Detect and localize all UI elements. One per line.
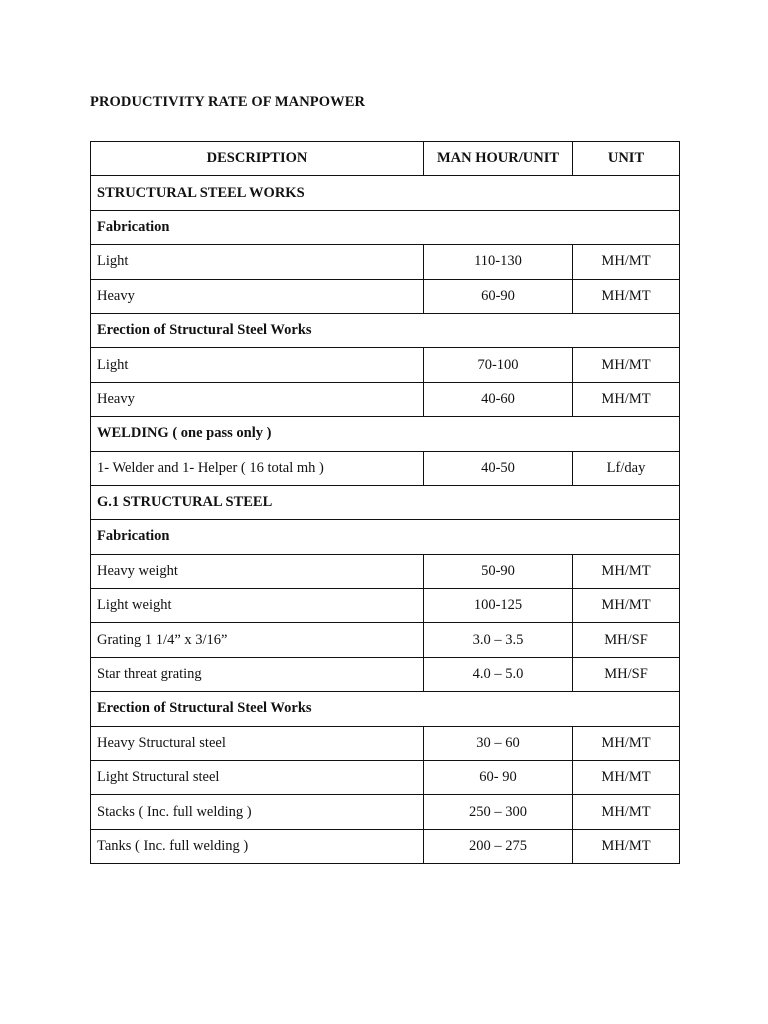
- table-header-row: [91, 142, 680, 176]
- row-description: Grating 1 1/4” x 3/16”: [91, 623, 424, 657]
- row-description: Star threat grating: [91, 657, 424, 691]
- row-unit: Lf/day: [573, 451, 680, 485]
- table-row: [91, 382, 680, 416]
- row-man-hour: 4.0 – 5.0: [424, 657, 573, 691]
- row-man-hour: 200 – 275: [424, 829, 573, 863]
- section-row: [91, 176, 680, 210]
- row-man-hour: 60-90: [424, 279, 573, 313]
- row-unit: MH/MT: [573, 761, 680, 795]
- table-row: [91, 795, 680, 829]
- table-row: [91, 554, 680, 588]
- row-man-hour: 30 – 60: [424, 726, 573, 760]
- table-row: [91, 451, 680, 485]
- section-row: [91, 520, 680, 554]
- productivity-table: [90, 141, 680, 864]
- section-label: STRUCTURAL STEEL WORKS: [91, 176, 680, 210]
- section-label: G.1 STRUCTURAL STEEL: [91, 485, 680, 519]
- row-description: Heavy Structural steel: [91, 726, 424, 760]
- table-row: [91, 726, 680, 760]
- row-description: Heavy: [91, 382, 424, 416]
- row-description: Heavy: [91, 279, 424, 313]
- row-unit: MH/SF: [573, 623, 680, 657]
- row-man-hour: 40-50: [424, 451, 573, 485]
- row-description: Light Structural steel: [91, 761, 424, 795]
- row-description: Stacks ( Inc. full welding ): [91, 795, 424, 829]
- row-unit: MH/MT: [573, 279, 680, 313]
- section-label: Erection of Structural Steel Works: [91, 692, 680, 726]
- row-man-hour: 50-90: [424, 554, 573, 588]
- row-description: Heavy weight: [91, 554, 424, 588]
- row-man-hour: 70-100: [424, 348, 573, 382]
- section-label: Fabrication: [91, 210, 680, 244]
- section-label: Fabrication: [91, 520, 680, 554]
- row-man-hour: 250 – 300: [424, 795, 573, 829]
- row-unit: MH/SF: [573, 657, 680, 691]
- row-unit: MH/MT: [573, 348, 680, 382]
- row-description: 1- Welder and 1- Helper ( 16 total mh ): [91, 451, 424, 485]
- row-unit: MH/MT: [573, 829, 680, 863]
- row-unit: MH/MT: [573, 382, 680, 416]
- header-man-hour-unit: MAN HOUR/UNIT: [424, 142, 573, 176]
- table-row: [91, 761, 680, 795]
- section-row: [91, 692, 680, 726]
- header-description: DESCRIPTION: [91, 142, 424, 176]
- page-title: PRODUCTIVITY RATE OF MANPOWER: [90, 94, 366, 110]
- section-row: [91, 417, 680, 451]
- table-row: [91, 589, 680, 623]
- table-row: [91, 279, 680, 313]
- row-unit: MH/MT: [573, 589, 680, 623]
- table-row: [91, 623, 680, 657]
- row-description: Light weight: [91, 589, 424, 623]
- row-man-hour: 40-60: [424, 382, 573, 416]
- row-unit: MH/MT: [573, 245, 680, 279]
- section-label: Erection of Structural Steel Works: [91, 313, 680, 347]
- section-row: [91, 210, 680, 244]
- table-row: [91, 348, 680, 382]
- table-row: [91, 245, 680, 279]
- row-man-hour: 110-130: [424, 245, 573, 279]
- row-unit: MH/MT: [573, 726, 680, 760]
- row-description: Light: [91, 245, 424, 279]
- section-label: WELDING ( one pass only ): [91, 417, 680, 451]
- table-row: [91, 829, 680, 863]
- row-unit: MH/MT: [573, 795, 680, 829]
- section-row: [91, 485, 680, 519]
- row-man-hour: 100-125: [424, 589, 573, 623]
- row-man-hour: 60- 90: [424, 761, 573, 795]
- header-unit: UNIT: [573, 142, 680, 176]
- section-row: [91, 313, 680, 347]
- row-man-hour: 3.0 – 3.5: [424, 623, 573, 657]
- row-unit: MH/MT: [573, 554, 680, 588]
- row-description: Light: [91, 348, 424, 382]
- table-row: [91, 657, 680, 691]
- row-description: Tanks ( Inc. full welding ): [91, 829, 424, 863]
